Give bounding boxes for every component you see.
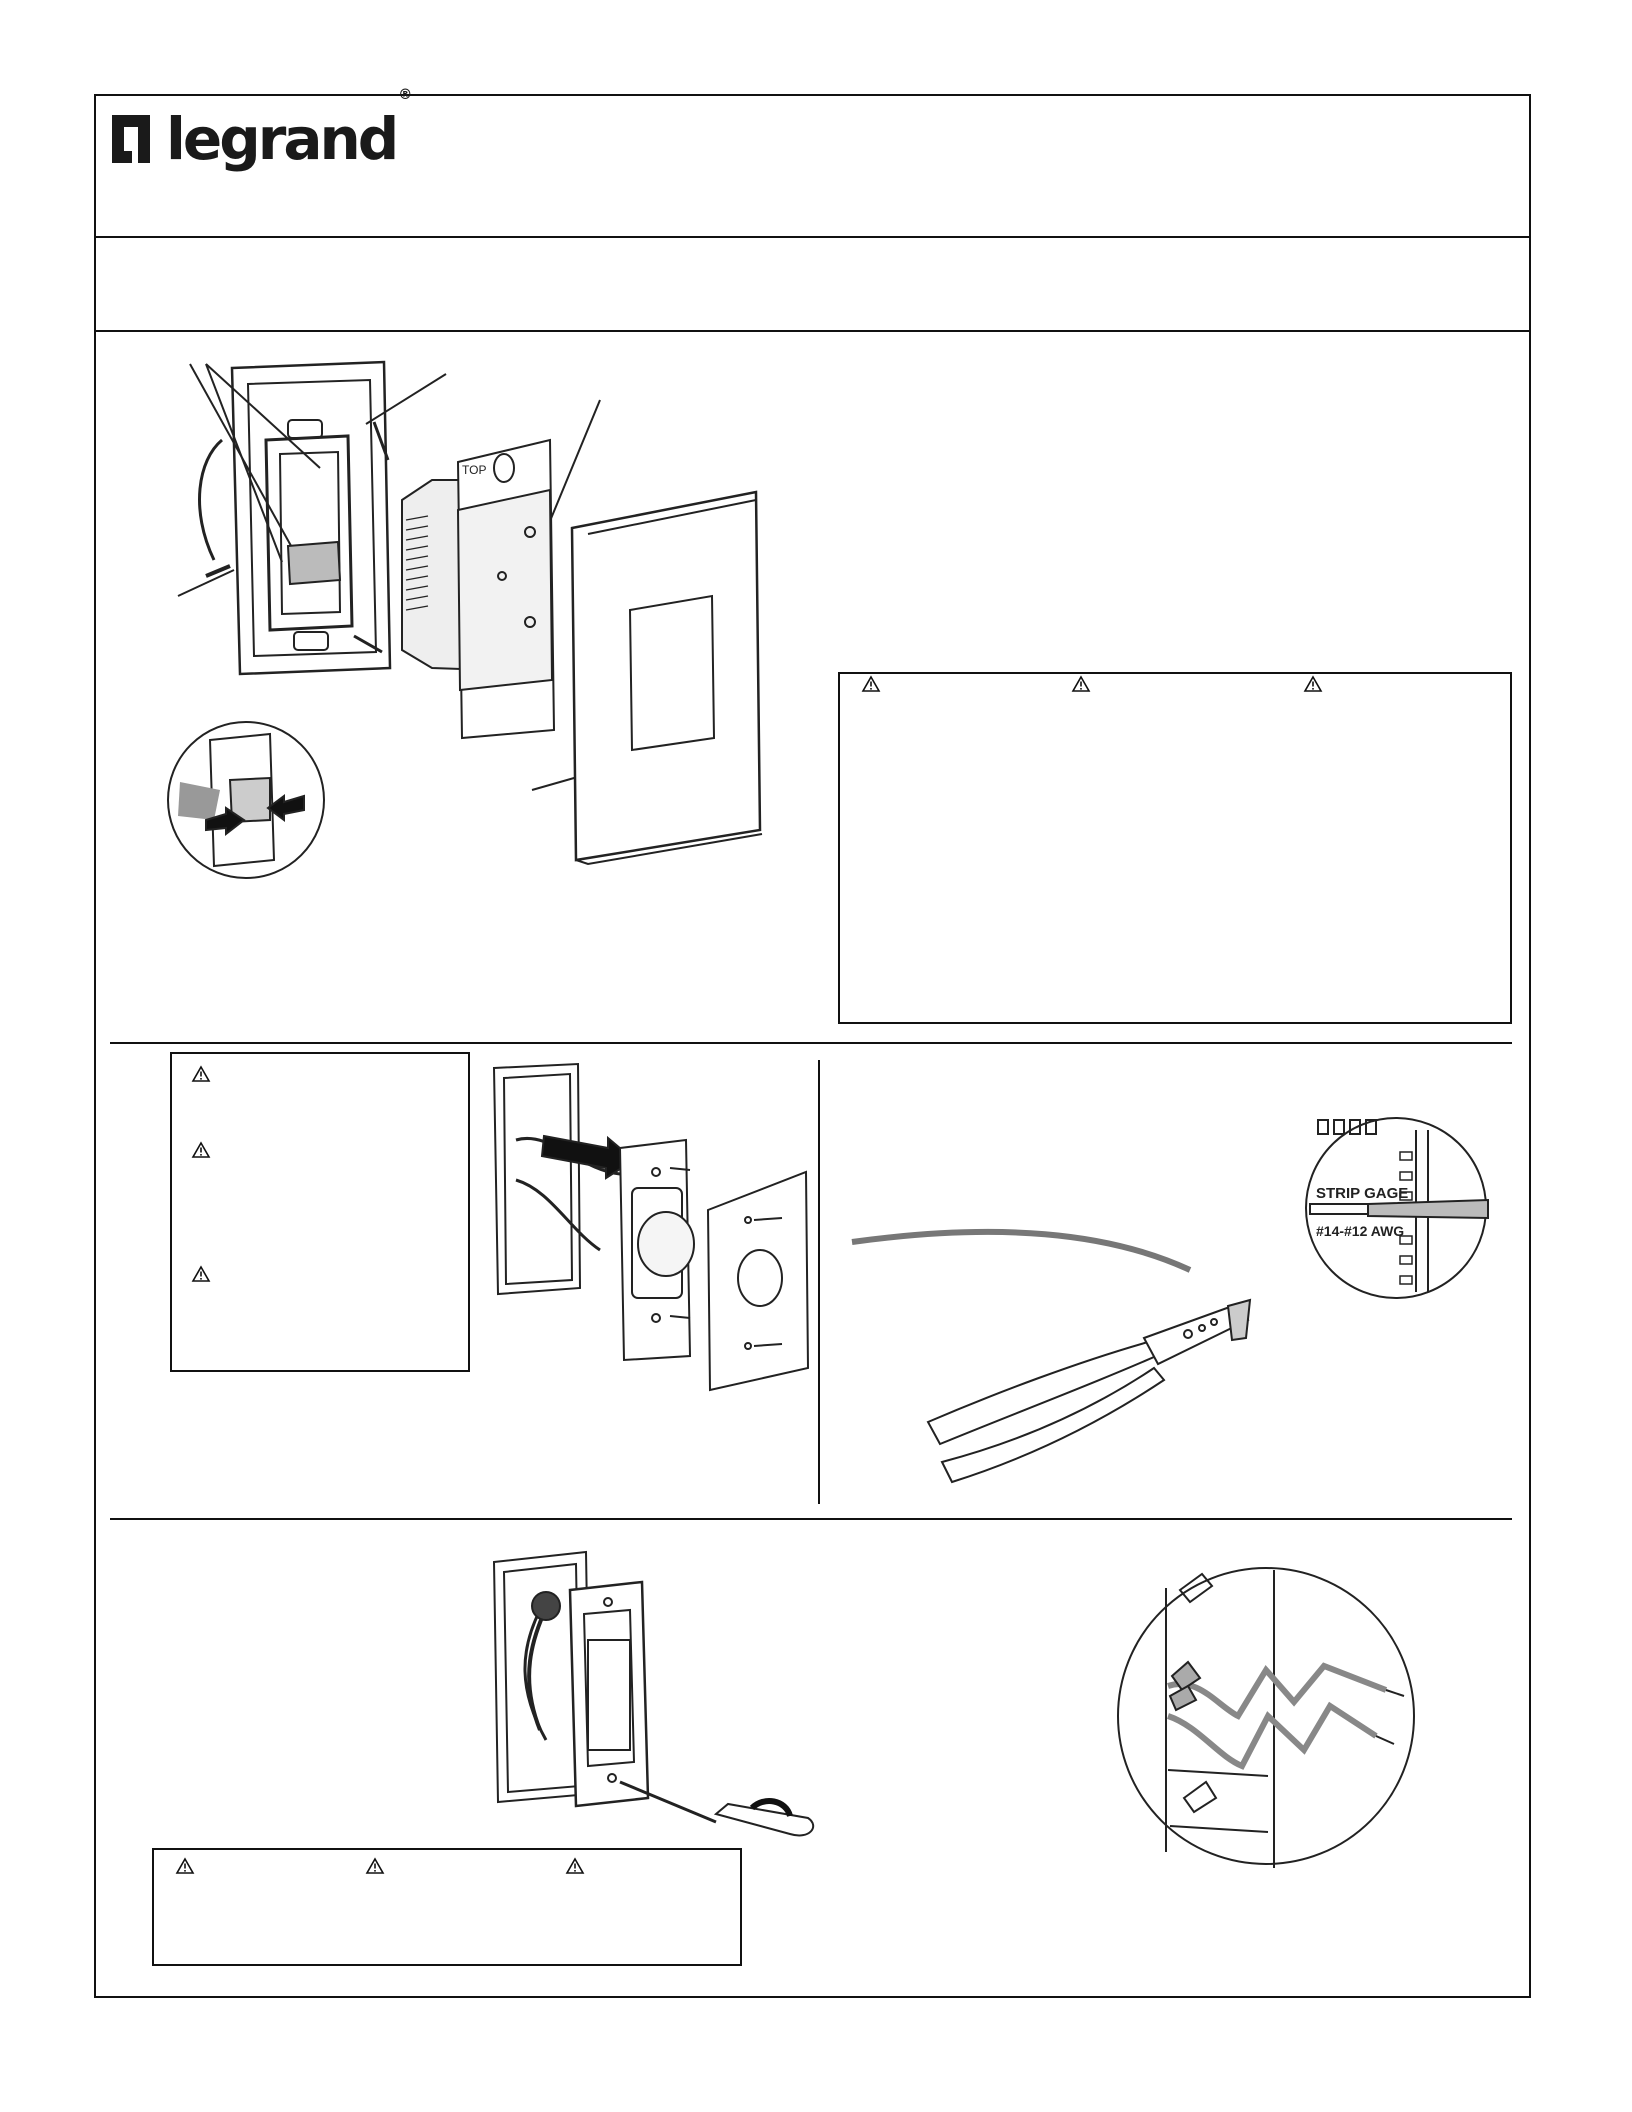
exploded-assembly-illustration	[170, 350, 770, 910]
header-divider	[94, 236, 1531, 238]
wires-in-box-illustration	[1108, 1566, 1424, 1876]
warning-triangle-icon	[566, 1858, 584, 1874]
section-2-column-divider	[818, 1060, 820, 1504]
warning-triangle-icon	[192, 1066, 210, 1082]
title-divider	[94, 330, 1531, 332]
strip-gauge-label: STRIP GAGE	[1316, 1185, 1409, 1202]
warning-box-main	[838, 672, 1512, 1024]
warning-triangle-icon	[192, 1266, 210, 1282]
warning-triangle-icon	[366, 1858, 384, 1874]
awg-label: #14-#12 AWG	[1316, 1223, 1405, 1239]
wire-stripping-illustration	[848, 1072, 1508, 1482]
mounting-frame-illustration	[490, 1530, 830, 1840]
warning-triangle-icon	[862, 676, 880, 692]
warning-triangle-icon	[176, 1858, 194, 1874]
old-device-removal-illustration	[490, 1060, 810, 1390]
top-label: TOP	[462, 463, 487, 477]
warning-triangle-icon	[1072, 676, 1090, 692]
warning-triangle-icon	[1304, 676, 1322, 692]
legrand-mark-icon	[110, 113, 158, 165]
section-divider-2	[110, 1518, 1512, 1520]
brand-name: legrand®	[166, 87, 410, 173]
warning-box-left	[170, 1052, 470, 1372]
warning-box-bottom	[152, 1848, 742, 1966]
legrand-logo	[110, 87, 410, 174]
section-divider-1	[110, 1042, 1512, 1044]
warning-triangle-icon	[192, 1142, 210, 1158]
